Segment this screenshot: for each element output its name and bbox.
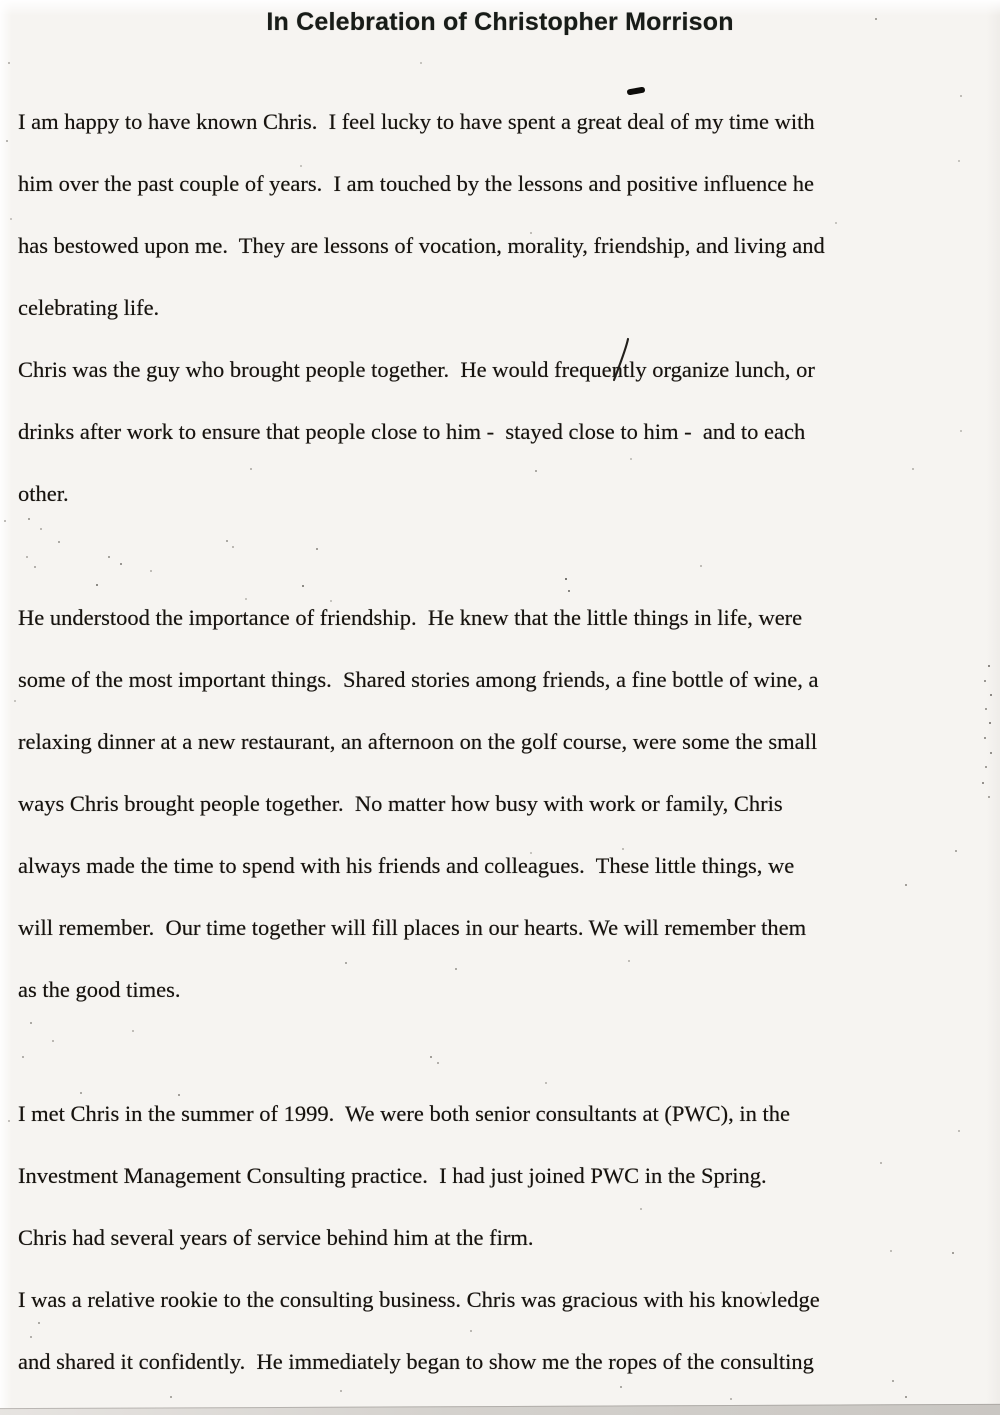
- document-line: some of the most important things. Shared stories among friends, a fine bottle of wine, a: [18, 667, 819, 692]
- document-line: I met Chris in the summer of 1999. We were both senior consultants at (PWC), in the: [18, 1101, 791, 1126]
- document-line: Investment Management Consulting practice. I had just joined PWC in the Spring.: [18, 1163, 767, 1188]
- document-line: ways Chris brought people together. No matter how busy with work or family, Chris: [18, 791, 783, 816]
- document-line: him over the past couple of years. I am touched by the lessons and positive influence he: [18, 171, 815, 196]
- scan-edge-strip: [0, 1404, 1000, 1415]
- document-line: He understood the importance of friendship. He knew that the little things in life, were: [18, 605, 803, 630]
- document-body: [18, 91, 990, 1393]
- document-line: Chris had several years of service behind him at the firm.: [18, 1225, 534, 1250]
- document-line: relaxing dinner at a new restaurant, an afternoon on the golf course, were some the small: [18, 729, 818, 754]
- document-line: as the good times.: [18, 977, 181, 1002]
- scan-speckle-noise: [0, 0, 2, 2]
- paragraph-gap: [18, 1021, 990, 1083]
- document-line: I am happy to have known Chris. I feel lucky to have spent a great deal of my time with: [18, 109, 815, 134]
- paragraph-gap: [18, 525, 990, 587]
- pen-slash-mark: [611, 337, 631, 383]
- document-line: has bestowed upon me. They are lessons of vocation, morality, friendship, and living and: [18, 233, 825, 258]
- document-line: I was a relative rookie to the consulting business. Chris was gracious with his knowledge: [18, 1287, 820, 1312]
- document-line: always made the time to spend with his friends and colleagues. These little things, we: [18, 853, 795, 878]
- document-line: Chris was the guy who brought people together. He would frequently organize lunch, or: [18, 357, 815, 382]
- document-title: In Celebration of Christopher Morrison: [266, 8, 734, 36]
- document-line: drinks after work to ensure that people close to him - stayed close to him - and to each: [18, 419, 806, 444]
- document-line: will remember. Our time together will fill places in our hearts. We will remember them: [18, 915, 807, 940]
- document-line: and shared it confidently. He immediately began to show me the ropes of the consulting: [18, 1349, 814, 1374]
- document-line: other.: [18, 481, 69, 506]
- document-line: celebrating life.: [18, 295, 160, 320]
